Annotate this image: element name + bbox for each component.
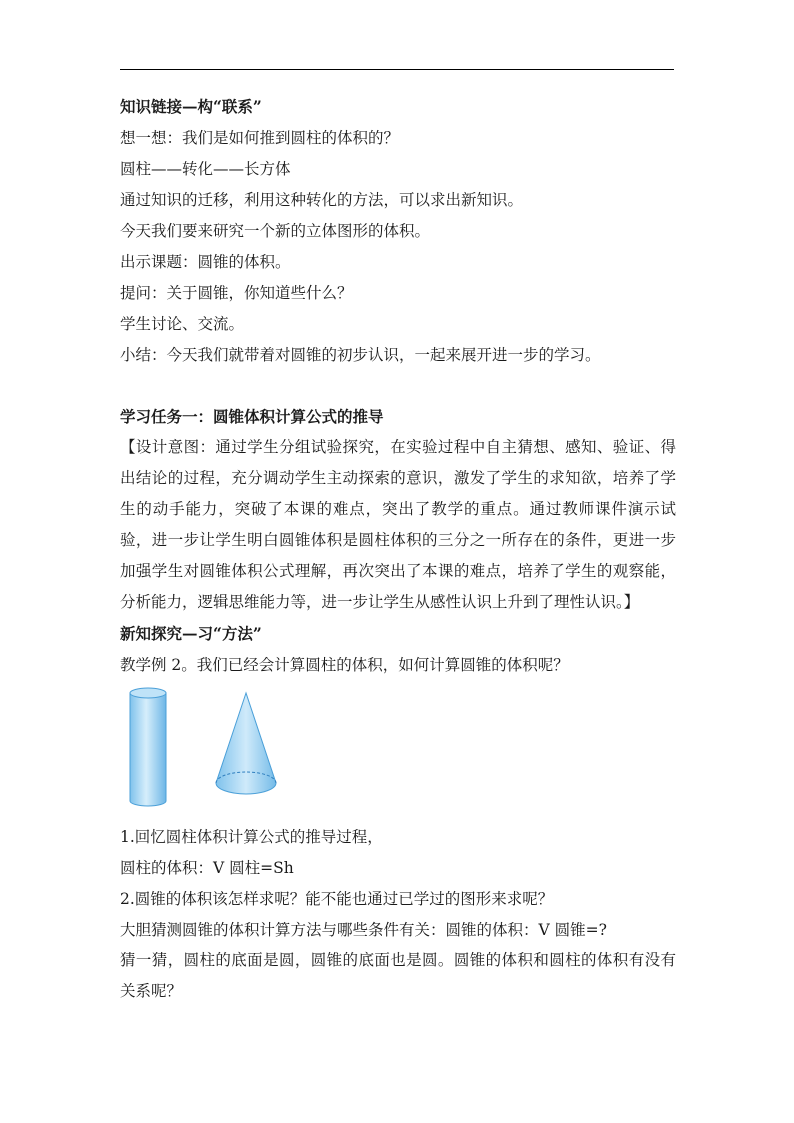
cylinder-top — [130, 688, 166, 698]
example-question: 教学例 2。我们已经会计算圆柱的体积，如何计算圆锥的体积呢？ — [120, 656, 569, 674]
cylinder-cone-figure — [118, 683, 308, 813]
cylinder-shape — [130, 688, 166, 806]
header-rule — [120, 69, 674, 70]
text-line: 今天我们要来研究一个新的立体图形的体积。 — [120, 222, 431, 240]
design-intent-paragraph: 【设计意图：通过学生分组试验探究，在实验过程中自主猜想、感知、验证、得出结论的过程，充分调动学生主动探索的意识，激发了学生的求知欲，培养了学生的动手能力，突破了本课的难点，突出了教学的重点。通过教师课件演示试验，进一步让学生明白圆锥体积是圆柱体积的三分之一所存在的条件，更进一步加强学生对圆锥体积公式理解，再次突出了本课的难点，培养了学生的观察能，分析能力，逻辑思维能力等，进一步让学生从感性认识上升到了理性认识。】 — [120, 438, 676, 611]
text-line: 小结：今天我们就带着对圆锥的初步认识，一起来展开进一步的学习。 — [120, 346, 601, 364]
text-line: 通过知识的迁移，利用这种转化的方法，可以求出新知识。 — [120, 191, 524, 209]
cone-volume-guess: 大胆猜测圆锥的体积计算方法与哪些条件有关：圆锥的体积：V 圆锥=? — [120, 921, 607, 939]
text-line: 圆柱——转化——长方体 — [120, 160, 291, 178]
section-heading-knowledge-link: 知识链接—构“联系” — [120, 97, 262, 116]
text-line: 2.圆锥的体积该怎样求呢？能不能也通过已学过的图形来求呢？ — [120, 890, 554, 908]
text-line: 想一想：我们是如何推到圆柱的体积的？ — [120, 129, 400, 147]
text-line: 提问：关于圆锥，你知道些什么？ — [120, 284, 353, 302]
text-line: 出示课题：圆锥的体积。 — [120, 253, 291, 271]
section-heading-task-one: 学习任务一：圆锥体积计算公式的推导 — [120, 407, 384, 426]
guess-paragraph: 猜一猜，圆柱的底面是圆，圆锥的底面也是圆。圆锥的体积和圆柱的体积有没有关系呢？ — [120, 951, 676, 1000]
text-line: 1.回忆圆柱体积计算公式的推导过程， — [120, 828, 383, 846]
cylinder-body — [130, 693, 166, 806]
section-heading-new-knowledge: 新知探究—习“方法” — [120, 624, 262, 643]
cone-shape — [216, 693, 276, 794]
cone-body — [216, 693, 276, 794]
cylinder-volume-formula: 圆柱的体积：V 圆柱=Sh — [120, 859, 294, 877]
text-line: 学生讨论、交流。 — [120, 315, 245, 333]
